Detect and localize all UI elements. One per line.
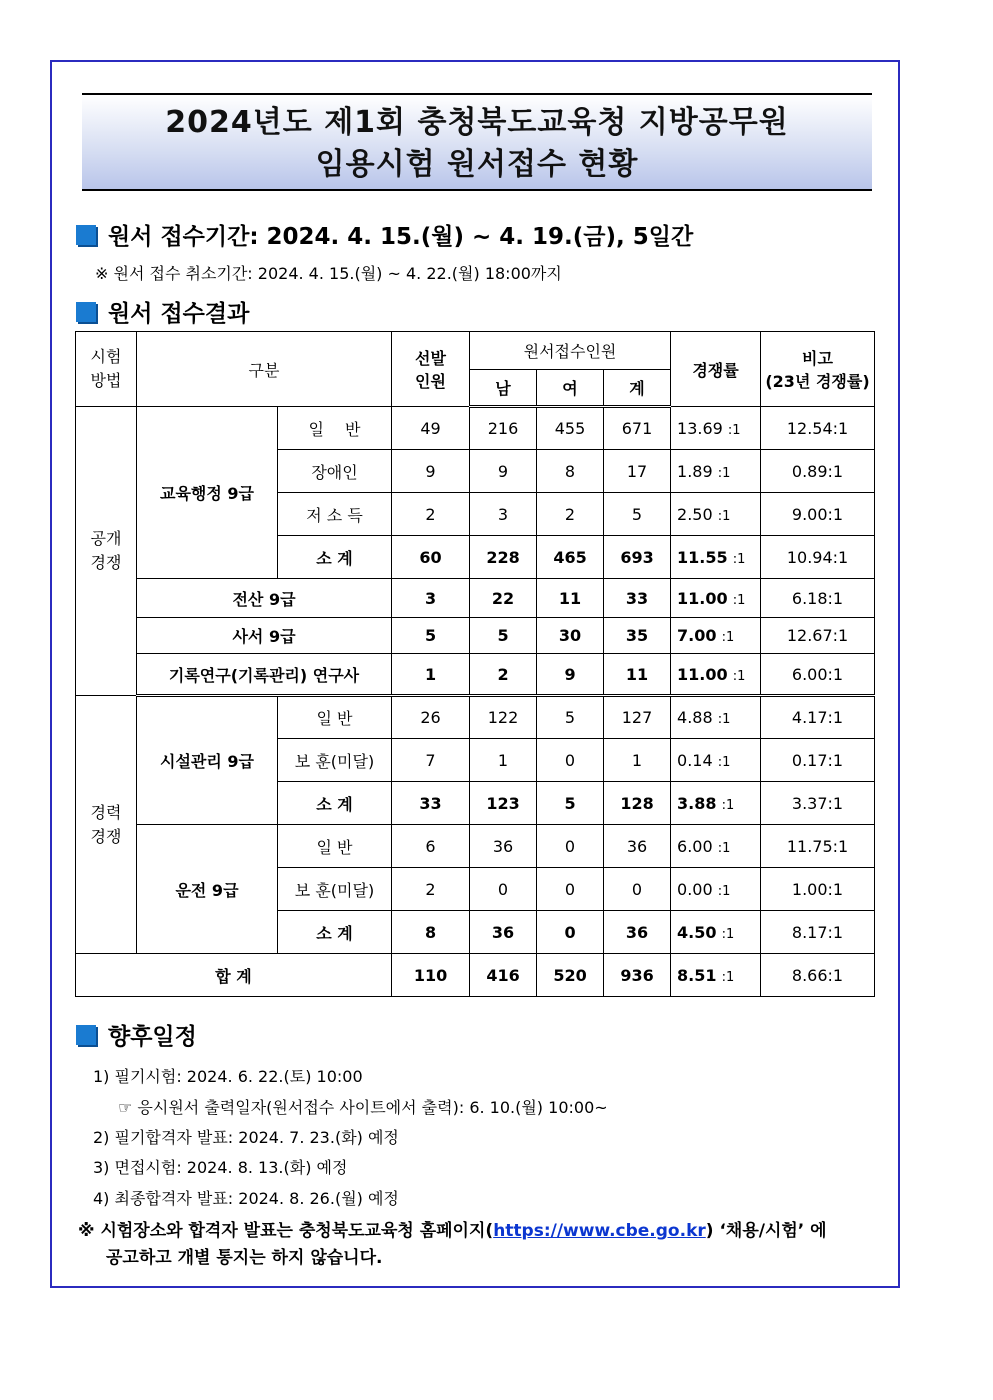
header-male: 남 [470, 370, 537, 407]
total-cell: 693 [604, 536, 671, 579]
quota-cell: 3 [392, 579, 470, 618]
female-cell: 465 [537, 536, 604, 579]
rate-cell: 3.88 :1 [671, 782, 761, 825]
schedule-heading [76, 1018, 197, 1051]
quota-cell: 26 [392, 696, 470, 739]
prev-rate-cell: 10.94:1 [761, 536, 875, 579]
quota-cell: 8 [392, 911, 470, 954]
cancel-period-note: ※ 원서 접수 취소기간: 2024. 4. 15.(월) ~ 4. 22.(월) 18:00까지 [95, 264, 562, 283]
square-bullet-icon [76, 225, 96, 245]
prev-rate-cell: 8.66:1 [761, 954, 875, 997]
male-cell: 1 [470, 739, 537, 782]
female-cell: 11 [537, 579, 604, 618]
rate-cell: 4.50 :1 [671, 911, 761, 954]
sub-category: 일 반 [278, 696, 392, 739]
header-note: 비고 (23년 경쟁률) [761, 332, 875, 407]
prev-rate-cell: 1.00:1 [761, 868, 875, 911]
sub-category: 소 계 [278, 536, 392, 579]
header-rate: 경쟁률 [671, 332, 761, 407]
prev-rate-cell: 12.67:1 [761, 618, 875, 654]
female-cell: 9 [537, 654, 604, 696]
final-notice-line2: 공고하고 개별 통지는 하지 않습니다. [106, 1248, 383, 1268]
square-bullet-icon [76, 1025, 96, 1045]
female-cell: 30 [537, 618, 604, 654]
schedule-item: 2) 필기합격자 발표: 2024. 7. 23.(화) 예정 [93, 1128, 399, 1147]
sub-category: 보 훈(미달) [278, 868, 392, 911]
rate-cell: 0.00 :1 [671, 868, 761, 911]
female-cell: 2 [537, 493, 604, 536]
quota-cell: 110 [392, 954, 470, 997]
rate-cell: 1.89 :1 [671, 450, 761, 493]
rate-cell: 8.51 :1 [671, 954, 761, 997]
table-row [76, 696, 875, 739]
sub-category: 소 계 [278, 911, 392, 954]
male-cell: 416 [470, 954, 537, 997]
prev-rate-cell: 0.17:1 [761, 739, 875, 782]
male-cell: 9 [470, 450, 537, 493]
table-row [76, 407, 875, 450]
total-cell: 671 [604, 407, 671, 450]
schedule-item: 4) 최종합격자 발표: 2024. 8. 26.(월) 예정 [93, 1189, 399, 1208]
header-method: 시험 방법 [76, 332, 137, 407]
male-cell: 36 [470, 911, 537, 954]
male-cell: 122 [470, 696, 537, 739]
quota-cell: 49 [392, 407, 470, 450]
category-records-researcher: 기록연구(기록관리) 연구사 [137, 654, 392, 696]
rate-cell: 13.69 :1 [671, 407, 761, 450]
quota-cell: 2 [392, 493, 470, 536]
prev-rate-cell: 0.89:1 [761, 450, 875, 493]
male-cell: 0 [470, 868, 537, 911]
total-cell: 36 [604, 911, 671, 954]
final-notice-prefix: ※ 시험장소와 합격자 발표는 충청북도교육청 홈페이지( [78, 1221, 494, 1241]
total-cell: 11 [604, 654, 671, 696]
sub-category: 장애인 [278, 450, 392, 493]
rate-cell: 2.50 :1 [671, 493, 761, 536]
female-cell: 0 [537, 825, 604, 868]
rate-cell: 0.14 :1 [671, 739, 761, 782]
female-cell: 5 [537, 782, 604, 825]
table-row [76, 579, 875, 618]
schedule-subitem: ☞ 응시원서 출력일자(원서접수 사이트에서 출력): 6. 10.(월) 10:00~ [118, 1098, 608, 1117]
female-cell: 0 [537, 911, 604, 954]
prev-rate-cell: 4.17:1 [761, 696, 875, 739]
header-category: 구분 [137, 332, 392, 407]
schedule-item: 1) 필기시험: 2024. 6. 22.(토) 10:00 [93, 1067, 363, 1086]
method-career: 경력 경쟁 [76, 696, 137, 954]
category-computing-9: 전산 9급 [137, 579, 392, 618]
prev-rate-cell: 12.54:1 [761, 407, 875, 450]
prev-rate-cell: 6.00:1 [761, 654, 875, 696]
result-table [75, 331, 875, 997]
sub-category: 소 계 [278, 782, 392, 825]
total-cell: 35 [604, 618, 671, 654]
quota-cell: 6 [392, 825, 470, 868]
total-cell: 127 [604, 696, 671, 739]
female-cell: 5 [537, 696, 604, 739]
total-cell: 936 [604, 954, 671, 997]
category-admin-9: 교육행정 9급 [137, 407, 278, 579]
period-heading-text: 원서 접수기간: 2024. 4. 15.(월) ~ 4. 19.(금), 5일간 [108, 224, 694, 250]
category-librarian-9: 사서 9급 [137, 618, 392, 654]
male-cell: 123 [470, 782, 537, 825]
table-row [76, 654, 875, 696]
quota-cell: 1 [392, 654, 470, 696]
grand-total-row [76, 954, 875, 997]
total-cell: 33 [604, 579, 671, 618]
prev-rate-cell: 8.17:1 [761, 911, 875, 954]
result-heading [76, 295, 249, 328]
table-row [76, 618, 875, 654]
title-line-1: 2024년도 제1회 충청북도교육청 지방공무원 [165, 105, 789, 140]
prev-rate-cell: 6.18:1 [761, 579, 875, 618]
result-heading-text: 원서 접수결과 [108, 301, 250, 327]
male-cell: 216 [470, 407, 537, 450]
rate-cell: 11.55 :1 [671, 536, 761, 579]
total-cell: 5 [604, 493, 671, 536]
total-cell: 17 [604, 450, 671, 493]
male-cell: 2 [470, 654, 537, 696]
schedule-heading-text: 향후일정 [108, 1024, 197, 1050]
male-cell: 22 [470, 579, 537, 618]
header-quota: 선발 인원 [392, 332, 470, 407]
title-banner [82, 93, 872, 191]
final-notice-suffix: ) ‘채용/시험’ 에 [705, 1221, 827, 1241]
method-open: 공개 경쟁 [76, 407, 137, 696]
header-total: 계 [604, 370, 671, 407]
quota-cell: 60 [392, 536, 470, 579]
homepage-link[interactable]: https://www.cbe.go.kr [493, 1221, 706, 1241]
schedule-item: 3) 면접시험: 2024. 8. 13.(화) 예정 [93, 1158, 348, 1177]
total-cell: 1 [604, 739, 671, 782]
header-female: 여 [537, 370, 604, 407]
header-applicants: 원서접수인원 [470, 332, 671, 370]
rate-cell: 7.00 :1 [671, 618, 761, 654]
quota-cell: 7 [392, 739, 470, 782]
female-cell: 520 [537, 954, 604, 997]
title-line-2: 임용시험 원서접수 현황 [315, 147, 639, 182]
total-cell: 128 [604, 782, 671, 825]
male-cell: 3 [470, 493, 537, 536]
quota-cell: 5 [392, 618, 470, 654]
quota-cell: 2 [392, 868, 470, 911]
final-notice [78, 1218, 878, 1272]
rate-cell: 11.00 :1 [671, 579, 761, 618]
prev-rate-cell: 11.75:1 [761, 825, 875, 868]
rate-cell: 11.00 :1 [671, 654, 761, 696]
quota-cell: 33 [392, 782, 470, 825]
square-bullet-icon [76, 302, 96, 322]
period-heading [76, 218, 693, 251]
sub-category: 보 훈(미달) [278, 739, 392, 782]
grand-total-label: 합 계 [76, 954, 392, 997]
female-cell: 455 [537, 407, 604, 450]
sub-category: 일 반 [278, 825, 392, 868]
male-cell: 36 [470, 825, 537, 868]
female-cell: 8 [537, 450, 604, 493]
total-cell: 36 [604, 825, 671, 868]
male-cell: 228 [470, 536, 537, 579]
category-driving-9: 운전 9급 [137, 825, 278, 954]
prev-rate-cell: 9.00:1 [761, 493, 875, 536]
rate-cell: 6.00 :1 [671, 825, 761, 868]
female-cell: 0 [537, 868, 604, 911]
rate-cell: 4.88 :1 [671, 696, 761, 739]
category-facility-9: 시설관리 9급 [137, 696, 278, 825]
sub-category: 저 소 득 [278, 493, 392, 536]
total-cell: 0 [604, 868, 671, 911]
quota-cell: 9 [392, 450, 470, 493]
male-cell: 5 [470, 618, 537, 654]
female-cell: 0 [537, 739, 604, 782]
sub-category: 일 반 [278, 407, 392, 450]
table-row [76, 825, 875, 868]
prev-rate-cell: 3.37:1 [761, 782, 875, 825]
